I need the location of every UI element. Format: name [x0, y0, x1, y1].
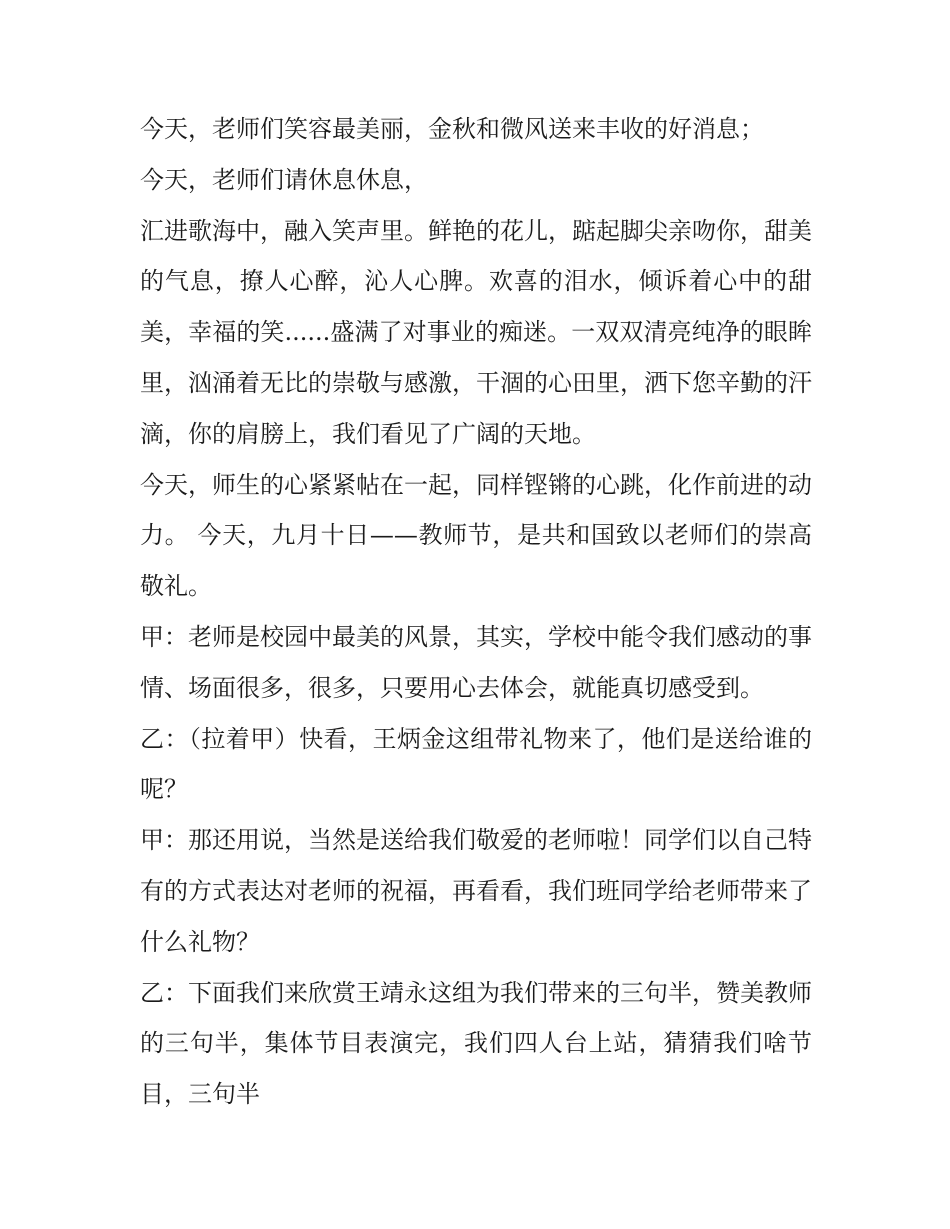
- paragraph-5: 甲：老师是校园中最美的风景，其实，学校中能令我们感动的事情、场面很多，很多，只要用心去体会，就能真切感受到。: [140, 622, 812, 702]
- paragraph-1: 今天，老师们笑容最美丽，金秋和微风送来丰收的好消息；: [140, 115, 764, 143]
- document-body: [140, 104, 812, 1120]
- paragraph-6: 乙：（拉着甲）快看，王炳金这组带礼物来了，他们是送给谁的呢？: [140, 724, 812, 804]
- paragraph-7: 甲：那还用说，当然是送给我们敬爱的老师啦！同学们以自己特有的方式表达对老师的祝福，再看看，我们班同学给老师带来了什么礼物？: [140, 826, 812, 956]
- paragraph-2: 今天，老师们请休息休息，: [140, 165, 428, 194]
- paragraph-4: 今天，师生的心紧紧帖在一起，同样铿锵的心跳，化作前进的动力。 今天，九月十日——教师节，是共和国致以老师们的崇高敬礼。: [140, 470, 812, 601]
- paragraph-8: 乙：下面我们来欣赏王靖永这组为我们带来的三句半，赞美教师的三句半，集体节目表演完，我们四人台上站，猜猜我们啥节目，三句半: [140, 978, 812, 1109]
- paragraph-3: 汇进歌海中，融入笑声里。鲜艳的花儿，踮起脚尖亲吻你，甜美的气息，撩人心醉，沁人心脾。欢喜的泪水，倾诉着心中的甜美，幸福的笑......盛满了对事业的痴迷。一双双清亮纯净的眼眸里，汹涌着无比的崇敬与感激，干涸的心田里，洒下您辛勤的汗滴，你的肩膀上，我们看见了广阔的天地。: [140, 216, 812, 448]
